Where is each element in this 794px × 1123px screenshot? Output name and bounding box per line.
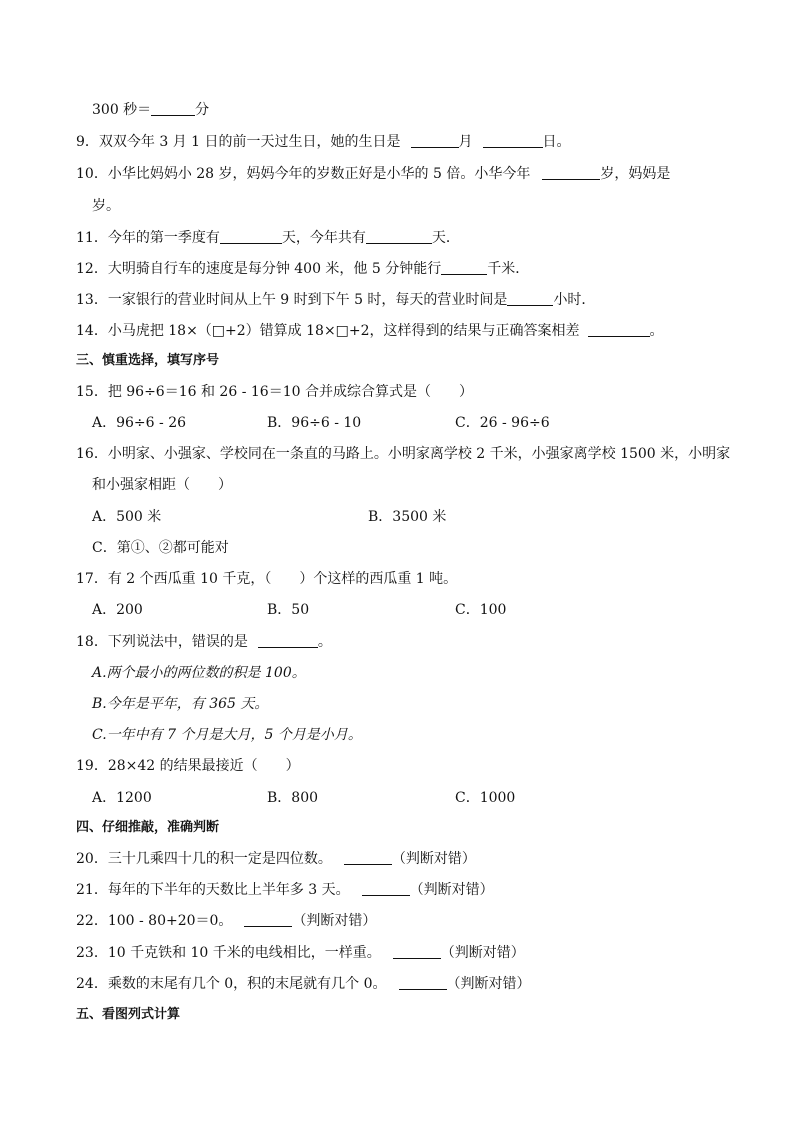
question-16: 16．小明家、小强家、学校同在一条直的马路上。小明家离学校 2 千米，小强家离学校 1500 米，小明家 xyxy=(76,446,731,462)
option-b[interactable]: B．50 xyxy=(267,602,310,618)
question-12: 12．大明骑自行车的速度是每分钟 400 米，他 5 分钟能行 千米． xyxy=(76,261,530,277)
option-c[interactable]: C．第①、②都可能对 xyxy=(92,540,229,556)
answer-blank[interactable] xyxy=(411,133,459,148)
option-a[interactable]: A．1200 xyxy=(92,790,152,806)
question-15: 15．把 96÷6＝16 和 26 - 16＝10 合并成综合算式是（ ） xyxy=(76,384,473,400)
answer-blank[interactable] xyxy=(362,881,410,896)
question-11: 11．今年的第一季度有 天，今年共有 天． xyxy=(76,230,460,246)
answer-blank[interactable] xyxy=(344,850,392,865)
answer-blank[interactable] xyxy=(220,229,282,244)
question-24: 24．乘数的末尾有几个 0，积的末尾就有几个 0。 （判断对错） xyxy=(76,976,531,992)
answer-blank[interactable] xyxy=(393,944,441,959)
question-9: 9．双双今年 3 月 1 日的前一天过生日，她的生日是 月 日。 xyxy=(76,134,571,150)
question-20: 20．三十几乘四十几的积一定是四位数。 （判断对错） xyxy=(76,851,476,867)
option-c[interactable]: C．26 - 96÷6 xyxy=(455,415,550,431)
option-b[interactable]: B．3500 米 xyxy=(368,509,447,525)
question-14: 14．小马虎把 18×（□+2）错算成 18×□+2，这样得到的结果与正确答案相差 。 xyxy=(76,323,664,339)
answer-blank[interactable] xyxy=(366,229,432,244)
question-10: 10．小华比妈妈小 28 岁，妈妈今年的岁数正好是小华的 5 倍。小华今年 岁，妈妈是 xyxy=(76,166,671,182)
section-3-heading: 三、慎重选择，填写序号 xyxy=(76,353,220,368)
answer-blank[interactable] xyxy=(588,322,650,337)
answer-blank[interactable] xyxy=(441,260,487,275)
answer-blank[interactable] xyxy=(399,975,447,990)
question-21: 21．每年的下半年的天数比上半年多 3 天。 （判断对错） xyxy=(76,882,494,898)
question-22: 22．100 - 80+20＝0。 （判断对错） xyxy=(76,913,377,929)
question-13: 13．一家银行的营业时间从上午 9 时到下午 5 时，每天的营业时间是 小时． xyxy=(76,292,596,308)
answer-blank[interactable] xyxy=(258,633,318,648)
q8-continuation: 300 秒＝ 分 xyxy=(92,102,210,118)
answer-blank[interactable] xyxy=(151,101,195,116)
option-a[interactable]: A．200 xyxy=(92,602,143,618)
question-17: 17．有 2 个西瓜重 10 千克，（ ）个这样的西瓜重 1 吨。 xyxy=(76,571,458,587)
answer-blank[interactable] xyxy=(483,133,543,148)
question-10-line2: 岁。 xyxy=(92,198,120,214)
option-c[interactable]: C．1000 xyxy=(455,790,516,806)
question-18: 18．下列说法中，错误的是 。 xyxy=(76,634,332,650)
option-c[interactable]: C.一年中有 7 个月是大月，5 个月是小月。 xyxy=(92,727,362,743)
option-a[interactable]: A．500 米 xyxy=(92,509,162,525)
answer-blank[interactable] xyxy=(244,912,292,927)
answer-blank[interactable] xyxy=(542,165,600,180)
option-b[interactable]: B．96÷6 - 10 xyxy=(267,415,362,431)
answer-blank[interactable] xyxy=(507,291,553,306)
section-5-heading: 五、看图列式计算 xyxy=(76,1007,181,1022)
section-4-heading: 四、仔细推敲，准确判断 xyxy=(76,820,220,835)
option-c[interactable]: C．100 xyxy=(455,602,507,618)
question-23: 23．10 千克铁和 10 千米的电线相比，一样重。 （判断对错） xyxy=(76,945,525,961)
question-16-line2: 和小强家相距（ ） xyxy=(92,477,232,493)
option-a[interactable]: A．96÷6 - 26 xyxy=(92,415,187,431)
question-19: 19．28×42 的结果最接近（ ） xyxy=(76,758,300,774)
option-b[interactable]: B．800 xyxy=(267,790,319,806)
option-b[interactable]: B.今年是平年，有 365 天。 xyxy=(92,696,269,712)
option-a[interactable]: A.两个最小的两位数的积是 100。 xyxy=(92,665,306,681)
